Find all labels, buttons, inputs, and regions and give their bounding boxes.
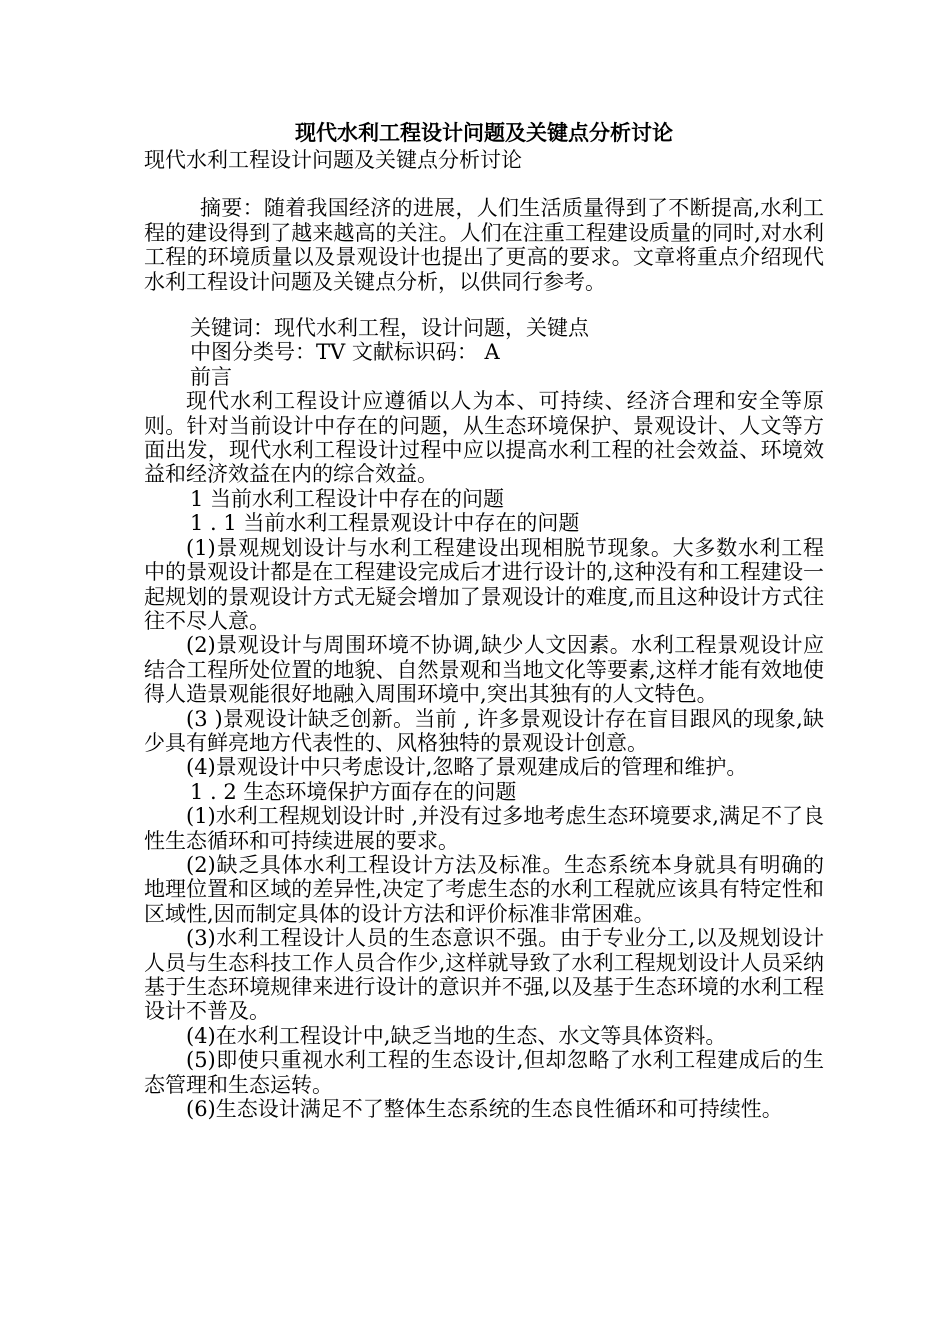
- preface-paragraph: 现代水利工程设计应遵循以人为本、可持续、经济合理和安全等原则。针对当前设计中存在的问题，从生态环境保护、景观设计、人文等方面出发，现代水利工程设计过程中应以提高水利工程的社会效益、环境效益和经济效益在内的综合效益。: [144, 389, 824, 487]
- list-item: (2)缺乏具体水利工程设计方法及标准。生态系统本身就具有明确的地理位置和区域的差异性,决定了考虑生态的水利工程就应该具有特定性和区域性,因而制定具体的设计方法和评价标准非常困难。: [144, 852, 824, 926]
- document-title: 现代水利工程设计问题及关键点分析讨论: [295, 120, 673, 145]
- section-1-1-heading: 1 . 1 当前水利工程景观设计中存在的问题: [190, 511, 580, 536]
- list-item: (2)景观设计与周围环境不协调,缺少人文因素。水利工程景观设计应结合工程所处位置的地貌、自然景观和当地文化等要素,这样才能有效地使得人造景观能很好地融入周围环境中,突出其独有的人文特色。: [144, 633, 824, 707]
- abstract-paragraph: 摘要：随着我国经济的进展，人们生活质量得到了不断提高,水利工程的建设得到了越来越高的关注。人们在注重工程建设质量的同时,对水利工程的环境质量以及景观设计也提出了更高的要求。文章将重点介绍现代水利工程设计问题及关键点分析，以供同行参考。: [144, 196, 824, 294]
- document-page: [144, 118, 824, 1121]
- preface-heading: 前言: [190, 364, 232, 389]
- section-1-2-heading: 1 . 2 生态环境保护方面存在的问题: [190, 779, 517, 804]
- spacer: [144, 294, 824, 316]
- list-item: (3 )景观设计缺乏创新。当前 , 许多景观设计存在盲目跟风的现象,缺少具有鲜亮地方代表性的、风格独特的景观设计创意。: [144, 706, 824, 755]
- spacer: [144, 172, 824, 196]
- list-item: (1)景观规划设计与水利工程建设出现相脱节现象。大多数水利工程中的景观设计都是在工程建设完成后才进行设计的,这种没有和工程建设一起规划的景观设计方式无疑会增加了景观设计的难度,而且这种设计方式往往不尽人意。: [144, 535, 824, 633]
- list-item: (6)生态设计满足不了整体生态系统的生态良性循环和可持续性。: [186, 1097, 783, 1122]
- classification-line: 中图分类号：TV 文献标识码： A: [190, 340, 500, 365]
- list-item: (5)即使只重视水利工程的生态设计,但却忽略了水利工程建成后的生态管理和生态运转。: [144, 1048, 824, 1097]
- list-item: (1)水利工程规划设计时 ,并没有过多地考虑生态环境要求,满足不了良性生态循环和可持续进展的要求。: [144, 804, 824, 853]
- section-1-heading: 1 当前水利工程设计中存在的问题: [190, 486, 505, 511]
- list-item: (3)水利工程设计人员的生态意识不强。由于专业分工,以及规划设计人员与生态科技工作人员合作少,这样就导致了水利工程规划设计人员采纳基于生态环境规律来进行设计的意识并不强,以及基于生态环境的水利工程设计不普及。: [144, 926, 824, 1024]
- document-subtitle: 现代水利工程设计问题及关键点分析讨论: [144, 148, 522, 172]
- keywords-line: 关键词：现代水利工程，设计问题，关键点: [190, 316, 589, 341]
- list-item: (4)在水利工程设计中,缺乏当地的生态、水文等具体资料。: [186, 1023, 727, 1048]
- list-item: (4)景观设计中只考虑设计,忽略了景观建成后的管理和维护。: [186, 755, 748, 780]
